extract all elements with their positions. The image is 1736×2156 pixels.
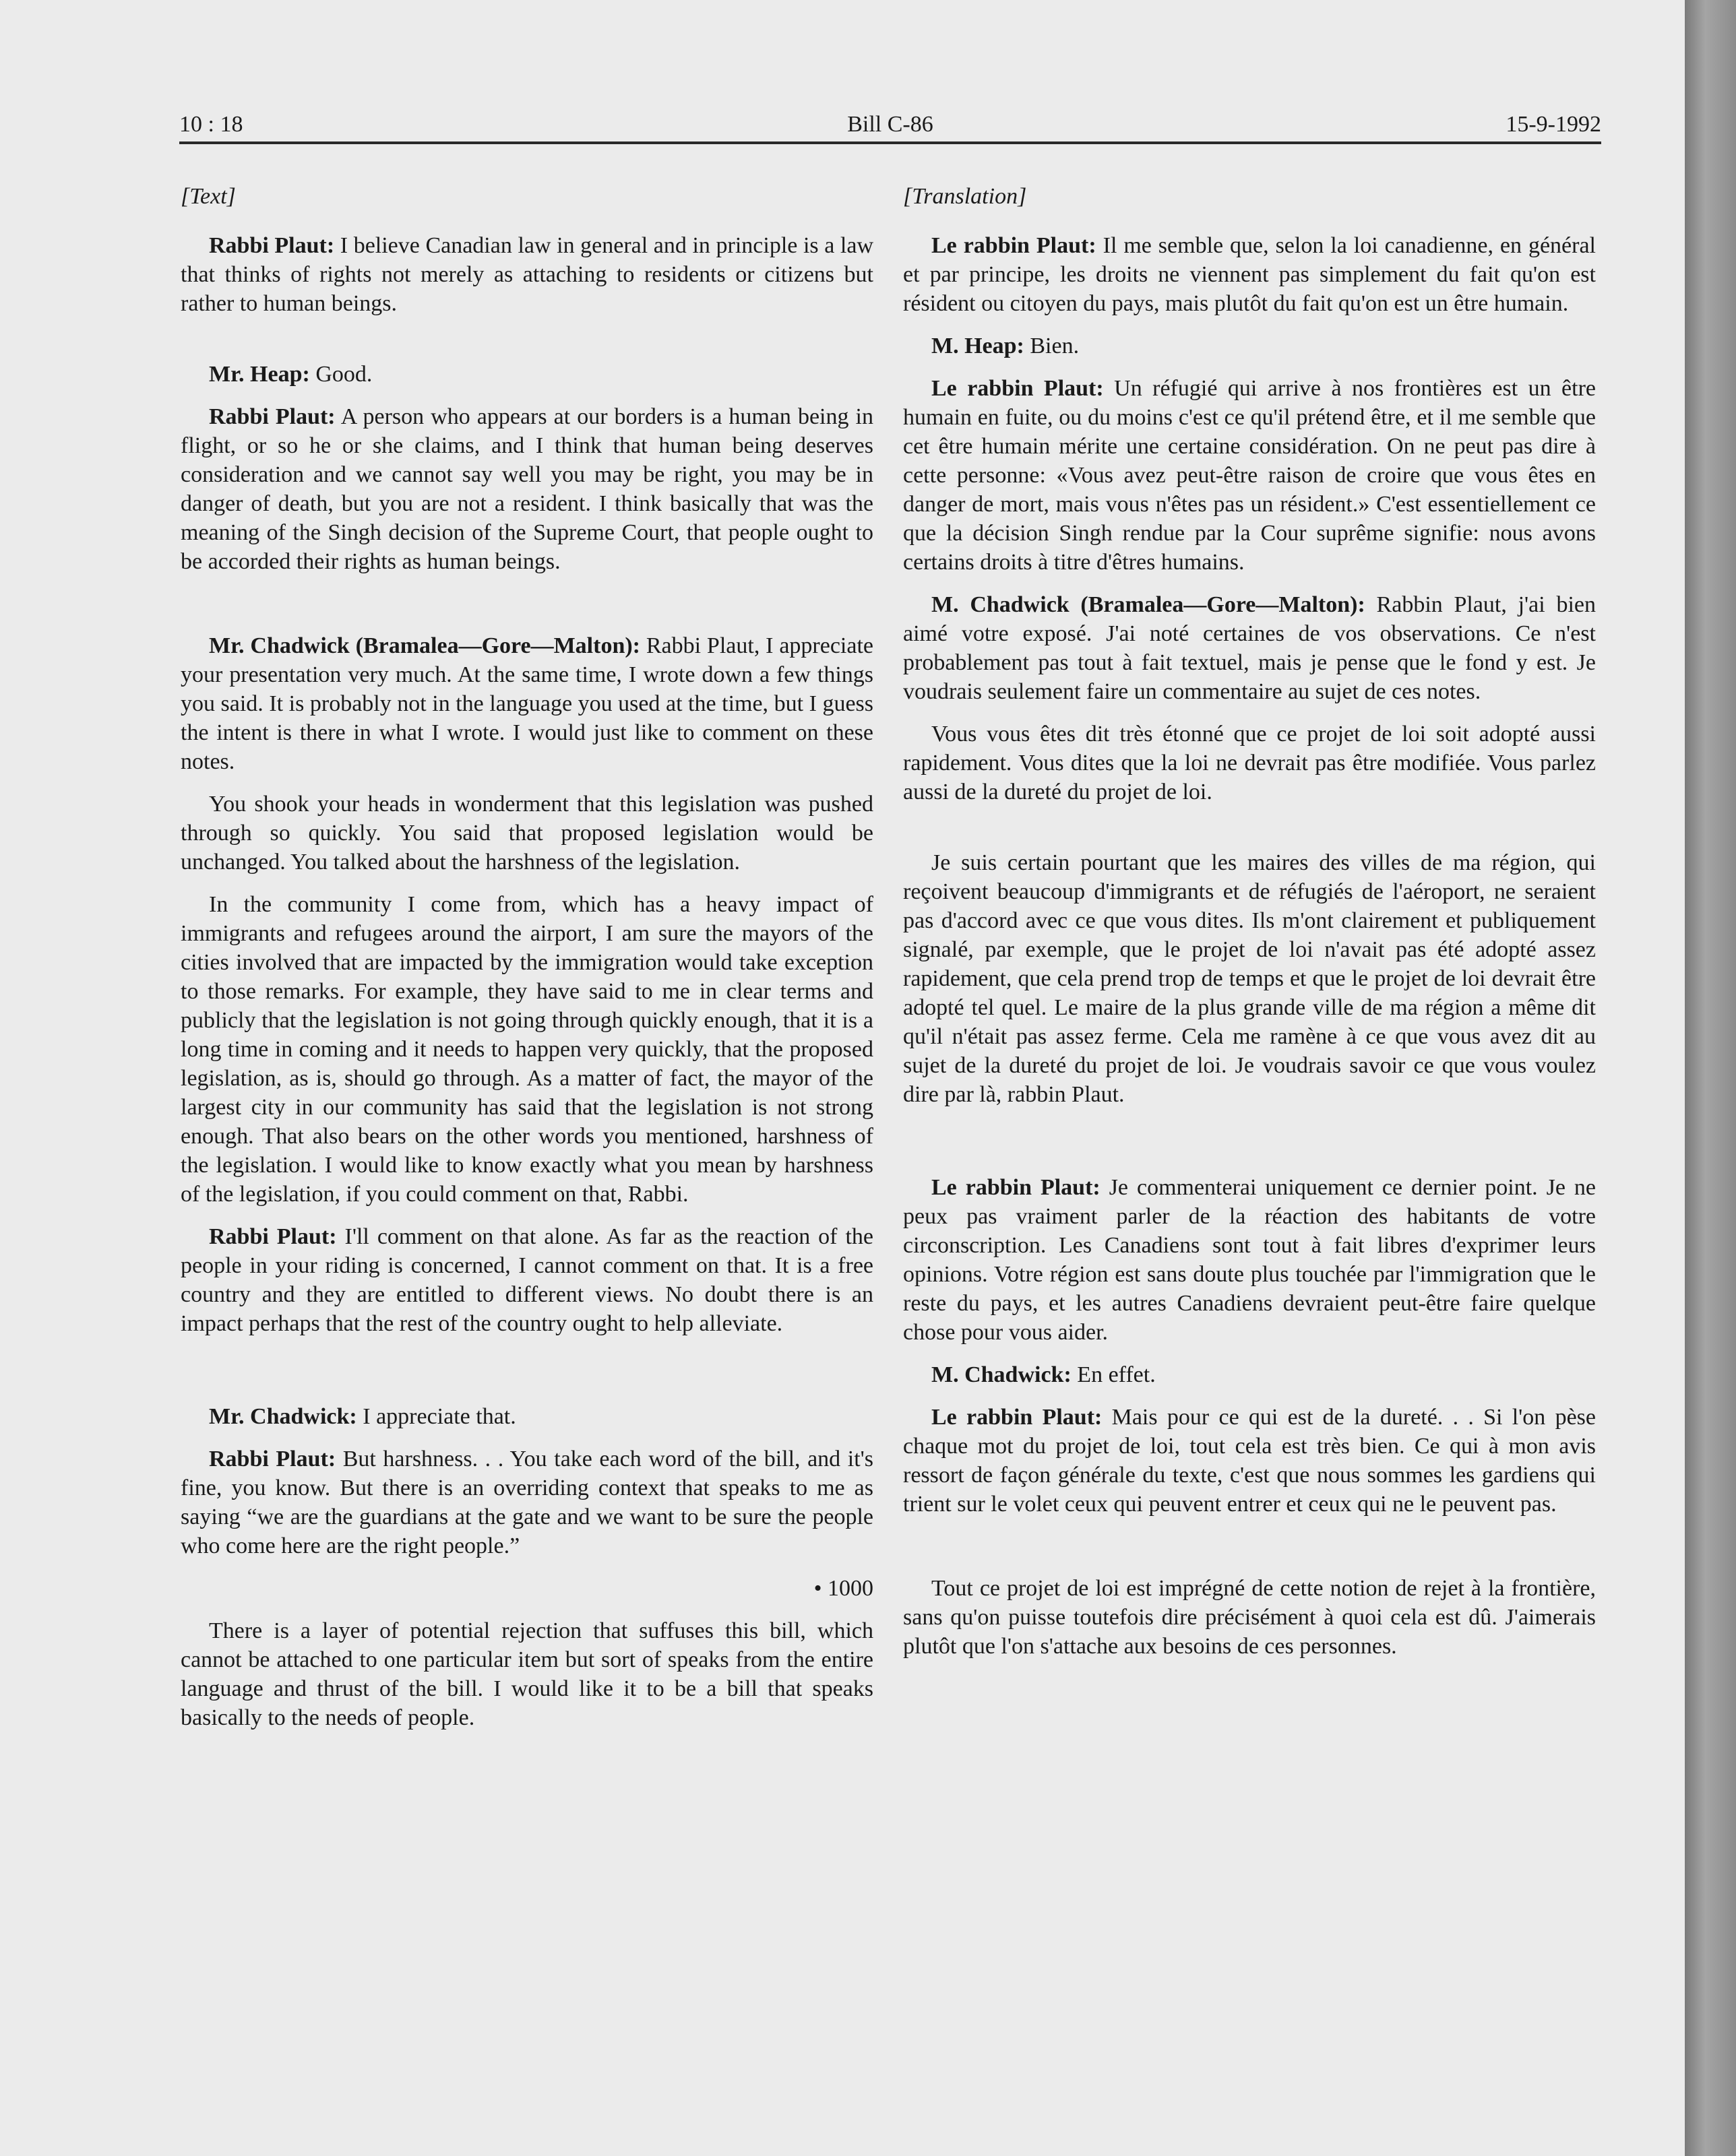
paragraph: Tout ce projet de loi est imprégné de cette notion de rejet à la frontière, sans qu'on puisse toutefois dire précisément à quoi cela est dû. J'aimerais plutôt que l'on s'attache aux besoins de ces personnes. — [903, 1576, 1596, 1659]
paragraph — [903, 1360, 1596, 1389]
paragraph — [181, 402, 873, 576]
page-reference: 10 : 18 — [179, 112, 243, 137]
paragraph — [903, 374, 1596, 577]
paragraph — [903, 590, 1596, 706]
paragraph — [903, 331, 1596, 360]
speech-text: I believe Canadian law in general and in principle is a law that thinks of rights not merely as attaching to residents or citizens but rather to human beings. — [181, 233, 873, 316]
speaker-name: Rabbi Plaut: — [209, 233, 335, 258]
speech-text: I appreciate that. — [356, 1404, 516, 1429]
speaker-name: Le rabbin Plaut: — [931, 1175, 1100, 1200]
paragraph — [181, 1402, 873, 1431]
paragraph — [181, 631, 873, 776]
paragraph — [181, 231, 873, 318]
paragraph — [903, 1403, 1596, 1519]
speaker-name: Mr. Chadwick: — [209, 1404, 357, 1429]
speech-text: Good. — [309, 362, 373, 387]
english-column — [181, 182, 873, 1746]
speaker-name: Le rabbin Plaut: — [931, 376, 1104, 401]
paragraph: Vous vous êtes dit très étonné que ce projet de loi soit adopté aussi rapidement. Vous dites que la loi ne devrait pas être modifiée. Vous parlez aussi de la dureté du projet de loi. — [903, 722, 1596, 804]
speaker-name: Rabbi Plaut: — [209, 1447, 336, 1471]
speech-text: En effet. — [1071, 1362, 1156, 1387]
paragraph — [903, 231, 1596, 318]
paragraph — [181, 1445, 873, 1560]
speech-text: Rabbi Plaut, I appreciate your presentation very much. At the same time, I wrote down a few things you said. It is probably not in the language you used at the time, but I guess the intent is there in what I wrote. I would just like to comment on these notes. — [181, 633, 873, 774]
paragraph — [181, 360, 873, 389]
paragraph — [903, 1173, 1596, 1347]
speaker-name: Rabbi Plaut: — [209, 1224, 337, 1249]
french-column — [903, 182, 1596, 1674]
speaker-name: Rabbi Plaut: — [209, 404, 336, 429]
speech-text: Je commenterai uniquement ce dernier point. Je ne peux pas vraiment parler de la réaction des habitants de votre circonscription. Les Canadiens sont tout à fait libres d'exprimer leurs opinions. Votre région est sans doute plus touchée par l'immigration que le reste du pays, et les autres Canadiens devraient peut-être faire quelque chose pour vous aider. — [903, 1175, 1596, 1345]
speaker-name: M. Chadwick: — [931, 1362, 1072, 1387]
speaker-name: M. Heap: — [931, 334, 1024, 358]
speech-text: Bien. — [1024, 334, 1080, 358]
speaker-name: Le rabbin Plaut: — [931, 233, 1096, 258]
speech-text: Il me semble que, selon la loi canadienne, en général et par principe, les droits ne viennent pas simplement du fait qu'on est résident ou citoyen du pays, mais plutôt du fait qu'on est un être humain. — [903, 233, 1596, 316]
page-edge — [1685, 0, 1736, 2156]
language-label: [Translation] — [903, 184, 1027, 209]
speaker-name: M. Chadwick (Bramalea—Gore—Malton): — [931, 592, 1365, 617]
language-label: [Text] — [181, 184, 236, 209]
speaker-name: Mr. Chadwick (Bramalea—Gore—Malton): — [209, 633, 641, 658]
speech-text: Rabbin Plaut, j'ai bien aimé votre exposé. J'ai noté certaines de vos observations. Ce n'est probablement pas tout à fait textuel, mais je pense que le fond y est. Je voudrais seulement faire un commentaire au sujet de ces notes. — [903, 592, 1596, 704]
page-header — [179, 101, 1601, 144]
bill-title: Bill C-86 — [847, 112, 933, 137]
paragraph: There is a layer of potential rejection that suffuses this bill, which cannot be attached to one particular item but sort of speaks from the entire language and thrust of the bill. I would like it to be a bill that speaks basically to the needs of people. — [181, 1618, 873, 1730]
time-marker: • 1000 — [813, 1576, 873, 1601]
speech-text: A person who appears at our borders is a human being in flight, or so he or she claims, and I think that human being deserves consideration and we cannot say well you may be right, you may be in danger of death, but you are not a resident. I think basically that was the meaning of the Singh decision of the Supreme Court, that people ought to be accorded their rights as human beings. — [181, 404, 873, 574]
paragraph: In the community I come from, which has a heavy impact of immigrants and refugees around the airport, I am sure the mayors of the cities involved that are impacted by the immigration would take exception to those remarks. For example, they have said to me in clear terms and publicly that the legislation is not going through quickly enough, that it is a long time in coming and it needs to happen very quickly, that the proposed legislation, as is, should go through. As a matter of fact, the mayor of the largest city in our community has said that the legislation is not strong enough. That also bears on the other words you mentioned, harshness of the legislation. I would like to know exactly what you mean by harshness of the legislation, if you could comment on that, Rabbi. — [181, 892, 873, 1207]
paragraph: You shook your heads in wonderment that this legislation was pushed through so quickly. You said that proposed legislation would be unchanged. You talked about the harshness of the legislation. — [181, 792, 873, 875]
speech-text: Mais pour ce qui est de la dureté. . . Si l'on pèse chaque mot du projet de loi, tout cela est très bien. Ce qui à mon avis ressort de façon générale du texte, c'est que nous sommes les gardiens qui trient sur le volet ceux qui peuvent entrer et ceux qui ne le peuvent pas. — [903, 1405, 1596, 1517]
paragraph — [181, 1222, 873, 1338]
paragraph: Je suis certain pourtant que les maires des villes de ma région, qui reçoivent beaucoup d'immigrants et de réfugiés de l'aéroport, ne seraient pas d'accord avec ce que vous dites. Ils m'ont clairement et publiquement signalé, par exemple, que le projet de loi n'avait pas été adopté assez rapidement, que cela prend trop de temps et que le projet de loi devrait être adopté tel quel. Le maire de la plus grande ville de ma région a même dit qu'il n'était pas assez ferme. Cela me ramène à ce que vous avez dit au sujet de la dureté du projet de loi. Je voudrais savoir ce que vous voulez dire par là, rabbin Plaut. — [903, 850, 1596, 1107]
speaker-name: Le rabbin Plaut: — [931, 1405, 1103, 1430]
speaker-name: Mr. Heap: — [209, 362, 310, 387]
header-date: 15-9-1992 — [1506, 112, 1601, 137]
speech-text: Un réfugié qui arrive à nos frontières est un être humain en fuite, ou du moins c'est ce qu'il prétend être, et il me semble que cet être humain mérite une certaine considération. On ne peut pas dire à cette personne: «Vous avez peut-être raison de croire que vous êtes en danger de mort, mais vous n'êtes pas un résident.» C'est essentiellement ce que la décision Singh rendue par la Cour suprême signifie: nous avons certains droits à titre d'êtres humains. — [903, 376, 1596, 575]
speech-text: But harshness. . . You take each word of the bill, and it's fine, you know. But there is an overriding context that speaks to me as saying “we are the guardians at the gate and we want to be sure the people who come here are the right people.” — [181, 1447, 873, 1558]
speech-text: I'll comment on that alone. As far as the reaction of the people in your riding is concerned, I cannot comment on that. It is a free country and they are entitled to different views. No doubt there is an impact perhaps that the rest of the country ought to help alleviate. — [181, 1224, 873, 1336]
